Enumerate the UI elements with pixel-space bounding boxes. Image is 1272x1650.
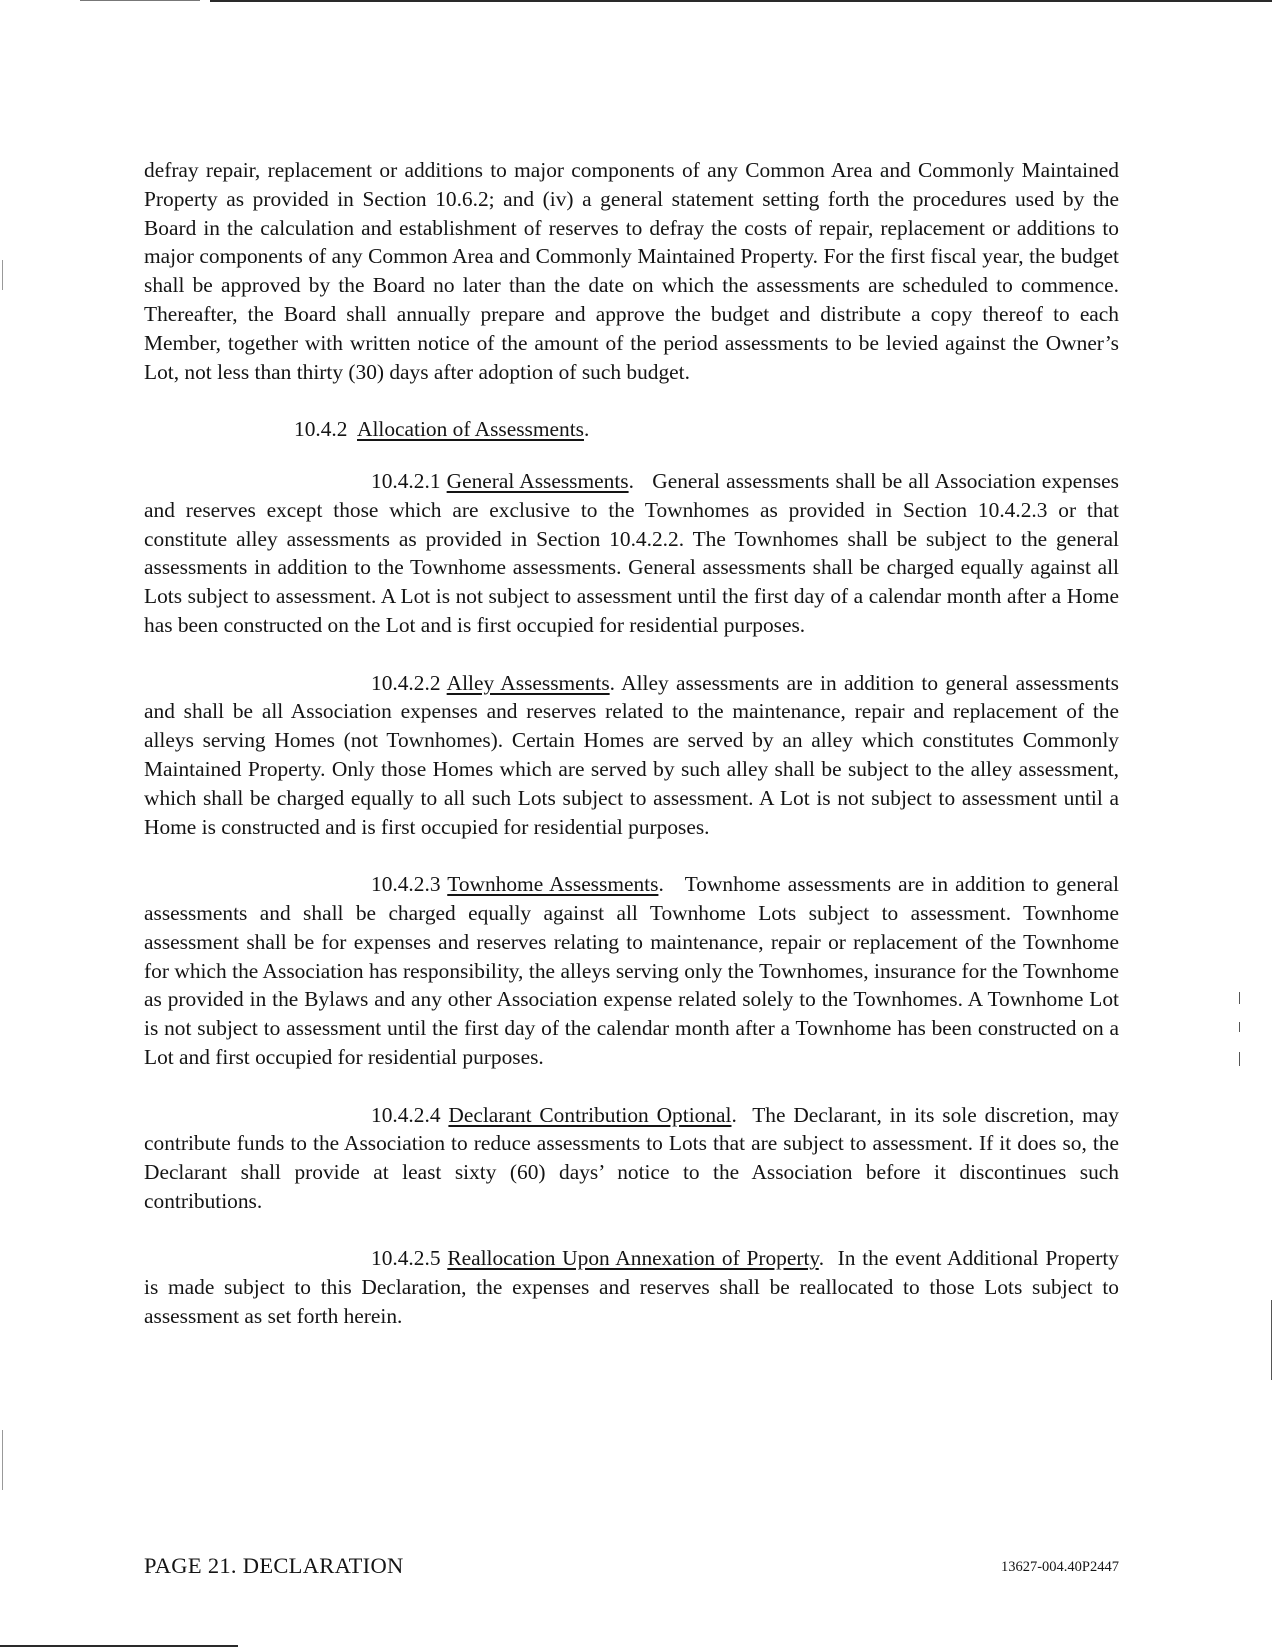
subsection-title-period: . (628, 468, 634, 493)
subsection-title: General Assessments (446, 468, 629, 493)
scan-artifact-mark (1239, 1052, 1240, 1066)
subsection-number: 10.4.2.3 (371, 872, 441, 897)
subsection-body: The Declarant, in its sole discretion, may contribute funds to the Association to reduce assessments to Lots that are subject to assessment. If it does so, the Declarant shall provide at least sixty (60) days’ notice to the Association before it discontinues such contributions. (144, 1102, 1119, 1213)
document-body (144, 156, 1119, 1331)
section-title: Allocation of Assessments (357, 417, 584, 442)
scan-edge-top (210, 0, 1272, 2)
scan-edge-bottom (0, 1645, 238, 1647)
scan-artifact-mark (1239, 1022, 1240, 1032)
subsection-number: 10.4.2.5 (371, 1246, 441, 1271)
intro-paragraph: defray repair, replacement or additions to major components of any Common Area and Commonly Maintained Property as provided in Section 10.6.2; and (iv) a general statement setting forth the procedures used by the Board in the calculation and establishment of reserves to defray the costs of repair, replacement or additions to major components of any Common Area and Commonly Maintained Property. For the first fiscal year, the budget shall be approved by the Board no later than the date on which the assessments are scheduled to commence. Thereafter, the Board shall annually prepare and approve the budget and distribute a copy thereof to each Member, together with written notice of the amount of the period assessments to be levied against the Owner’s Lot, not less than thirty (30) days after adoption of such budget. (144, 158, 1119, 384)
subsection-title-period: . (609, 670, 615, 695)
subsection-title-period: . (658, 872, 664, 897)
subsection-title: Reallocation Upon Annexation of Property (447, 1246, 819, 1271)
scan-artifact-mark (2, 260, 3, 290)
page-footer-label: PAGE 21. DECLARATION (144, 1553, 404, 1578)
subsection-body: Alley assessments are in addition to general assessments and shall be all Association expenses and reserves related to the maintenance, repair and replacement of the alleys serving Homes (not Townhomes). Certain Homes are served by an alley which constitutes Commonly Maintained Property. Only those Homes which are served by such alley shall be subject to the alley assessment, which shall be charged equally to all such Lots subject to assessment. A Lot is not subject to assessment until a Home is constructed and is first occupied for residential purposes. (144, 670, 1119, 839)
scan-artifact-mark (2, 1430, 3, 1490)
subsection-body: In the event Additional Property is made subject to this Declaration, the expenses and reserves shall be reallocated to those Lots subject to assessment as set forth herein. (144, 1246, 1119, 1329)
scan-edge-top-left (80, 0, 200, 1)
subsection-10-4-2-1 (144, 467, 1119, 640)
subsection-10-4-2-2 (144, 669, 1119, 842)
subsection-title-period: . (731, 1102, 737, 1127)
subsection-title: Declarant Contribution Optional (448, 1102, 732, 1127)
subsection-number: 10.4.2.4 (371, 1102, 441, 1127)
subsection-number: 10.4.2.2 (371, 670, 441, 695)
section-number: 10.4.2 (294, 417, 348, 442)
subsection-number: 10.4.2.1 (371, 468, 441, 493)
subsection-title: Alley Assessments (446, 670, 610, 695)
subsection-10-4-2-5 (144, 1244, 1119, 1330)
subsection-10-4-2-4 (144, 1101, 1119, 1216)
subsection-title: Townhome Assessments (447, 872, 659, 897)
subsection-10-4-2-3 (144, 870, 1119, 1072)
document-code: 13627-004.40P2447 (1000, 1559, 1119, 1575)
section-heading-10-4-2 (144, 415, 1119, 444)
subsection-body: General assessments shall be all Association expenses and reserves except those which are exclusive to the Townhomes as provided in Section 10.4.2.3 or that constitute alley assessments as provided in Section 10.4.2.2. The Townhomes shall be subject to the general assessments in addition to the Townhome assessments. General assessments shall be charged equally against all Lots subject to assessment. A Lot is not subject to assessment until the first day of a calendar month after a Home has been constructed on the Lot and is first occupied for residential purposes. (144, 468, 1119, 637)
subsection-title-period: . (818, 1246, 825, 1271)
subsection-body: Townhome assessments are in addition to general assessments and shall be charged equally against all Townhome Lots subject to assessment. Townhome assessment shall be for expenses and reserves relating to maintenance, repair or replacement of the Townhome for which the Association has responsibility, the alleys serving only the Townhomes, insurance for the Townhome as provided in the Bylaws and any other Association expense related solely to the Townhomes. A Townhome Lot is not subject to assessment until the first day of the calendar month after a Townhome has been constructed on a Lot and first occupied for residential purposes. (144, 872, 1119, 1069)
scan-artifact-mark (1239, 992, 1240, 1004)
section-title-period: . (583, 417, 590, 442)
